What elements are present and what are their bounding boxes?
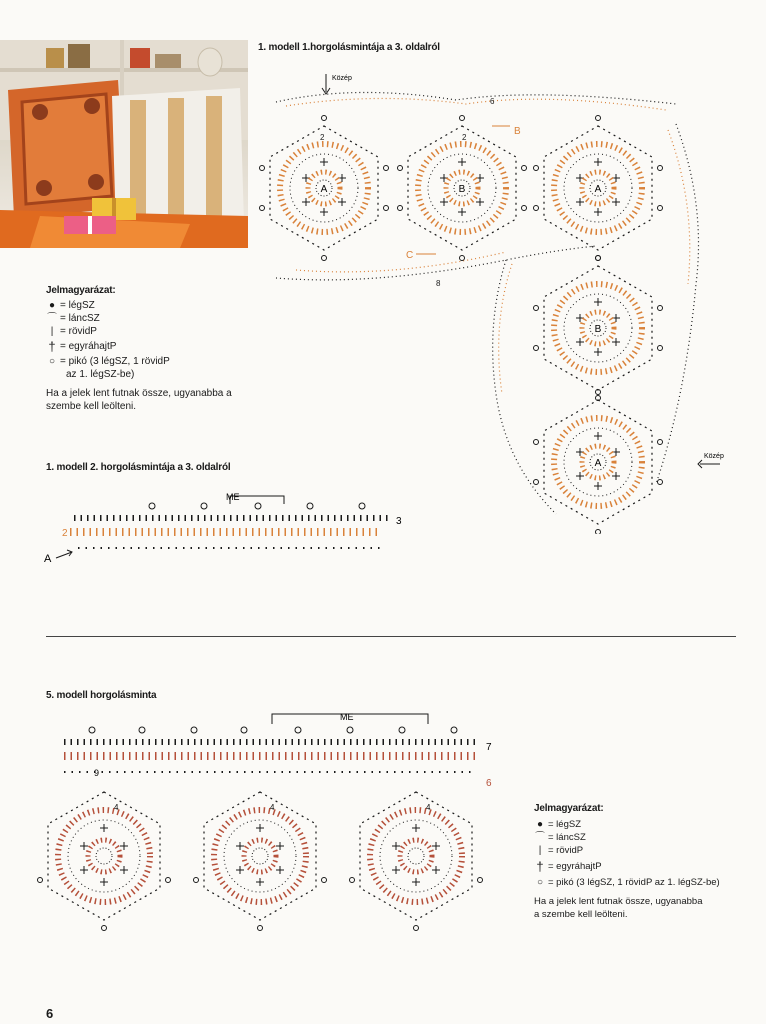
arc-icon: ⌒	[47, 313, 57, 324]
chart1-title: 1. modell 1.horgolásmintája a 3. oldalról	[258, 42, 440, 53]
dot-icon: ●	[536, 819, 544, 830]
row-number: 8	[436, 279, 441, 288]
page-number: 6	[46, 1006, 54, 1021]
legend-heading: Jelmagyarázat:	[534, 803, 604, 814]
legend-item: ⌒ = láncSZ	[535, 832, 586, 843]
dot-icon: ●	[48, 300, 56, 311]
legend-item: † = egyráhajtP	[534, 860, 754, 873]
motif-letter: B	[458, 184, 466, 195]
legend-item: † = egyráhajtP	[46, 340, 256, 353]
arc-icon: ⌒	[535, 832, 545, 843]
legend-note: Ha a jelek lent futnak össze, ugyanabba a szembe kell leölteni.	[534, 896, 703, 920]
me-label: ME	[226, 492, 240, 502]
legend-item: az 1. légSZ-be)	[66, 369, 135, 380]
legend-note: Ha a jelek lent futnak össze, ugyanabba a szembe kell leölteni.	[46, 388, 232, 412]
legend-2	[534, 802, 754, 921]
row-number: 7	[486, 742, 492, 753]
legend-item: ● = légSZ	[46, 299, 256, 312]
dagger-icon: †	[536, 859, 544, 874]
me-label: ME	[340, 712, 354, 722]
model5-crochet-chart	[30, 712, 510, 952]
bar-icon: |	[50, 326, 54, 337]
center-label-right: Közép	[704, 453, 724, 460]
motif-number: 4	[114, 803, 119, 812]
row-number: 6	[486, 778, 492, 789]
pillows-photo	[0, 40, 248, 248]
legend-item: ⌒ = láncSZ	[47, 313, 100, 324]
chart2-title: 1. modell 2. horgolásmintája a 3. oldalról	[46, 462, 231, 473]
row-right: 3	[396, 516, 402, 527]
center-label-top: Közép	[332, 75, 352, 82]
motif-letter: A	[594, 458, 602, 469]
legend-item: | = rövidP	[46, 325, 256, 338]
row-left: 2	[62, 528, 68, 539]
motif-number: 4	[270, 803, 275, 812]
model5-title: 5. modell horgolásminta	[46, 690, 157, 701]
label-a: A	[44, 553, 52, 565]
legend-item: ○ = pikó (3 légSZ, 1 rövidP az 1. légSZ-be)	[534, 876, 754, 889]
row-number: 6	[490, 97, 495, 106]
legend-item: ○ = pikó (3 légSZ, 1 rövidP	[46, 355, 256, 368]
model1-strip-chart	[40, 486, 420, 566]
motif-letter: A	[320, 184, 328, 195]
legend-item: | = rövidP	[534, 844, 754, 857]
row-left: 9	[94, 768, 100, 778]
motif-letter: A	[594, 184, 602, 195]
model1-crochet-chart	[256, 64, 726, 534]
row-number: 2	[320, 133, 325, 142]
motif-letter: B	[594, 324, 602, 335]
dagger-icon: †	[48, 339, 56, 354]
circle-icon: ○	[536, 877, 544, 888]
row-number: 2	[462, 133, 467, 142]
motif-number: 4	[426, 803, 431, 812]
circle-icon: ○	[48, 356, 56, 367]
legend-1	[46, 284, 256, 413]
marker-c: C	[406, 250, 414, 261]
legend-item: ● = légSZ	[534, 818, 754, 831]
section-divider	[46, 636, 736, 637]
marker-b: B	[514, 126, 521, 137]
pillows-illustration	[0, 40, 248, 248]
legend-heading: Jelmagyarázat:	[46, 285, 116, 296]
bar-icon: |	[538, 845, 542, 856]
